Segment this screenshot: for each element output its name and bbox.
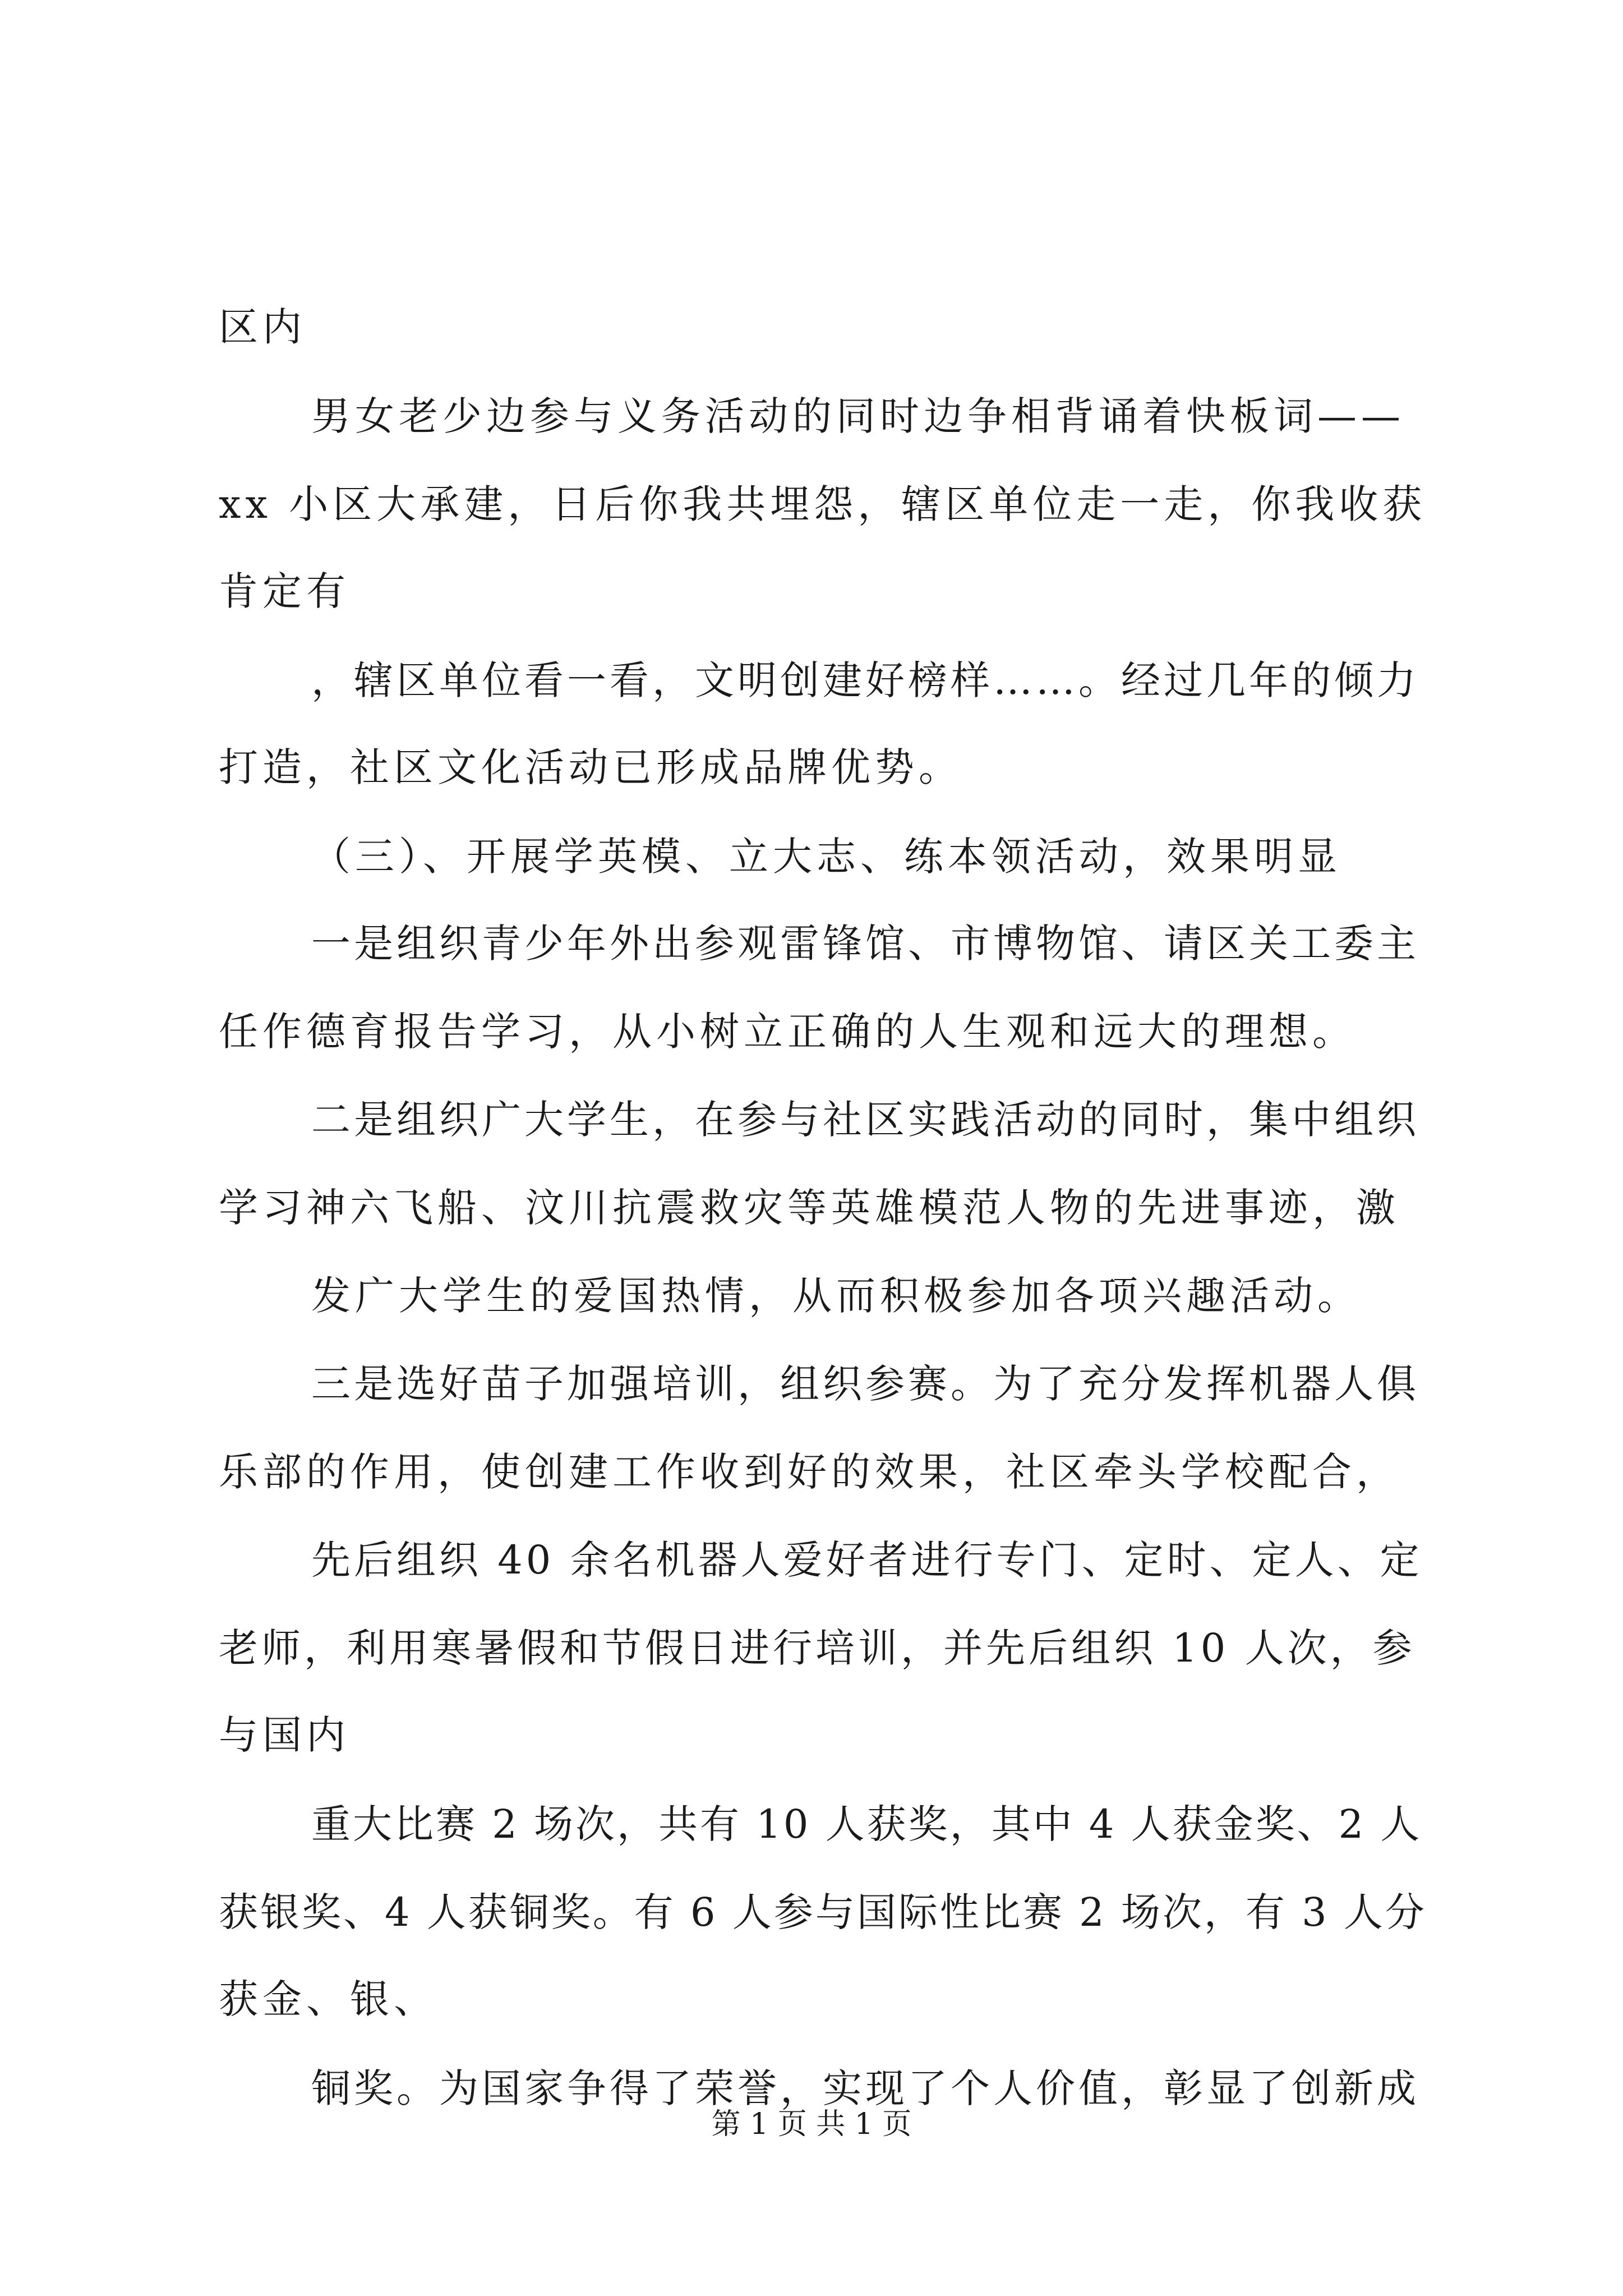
body-line-18: 重大比赛 2 场次，共有 10 人获奖，其中 4 人获金奖、2 人: [311, 1801, 1422, 1847]
body-line-20: 获金、银、: [219, 1976, 437, 2022]
section-heading: （三）、开展学英模、立大志、练本领活动，效果明显: [311, 834, 1341, 880]
body-line-12: 发广大学生的爱国热情，从而积极参加各项兴趣活动。: [311, 1273, 1361, 1319]
body-line-4: 肯定有: [219, 568, 350, 614]
body-line-21: 铜奖。为国家争得了荣誉，实现了个人价值，彰显了创新成: [311, 2065, 1419, 2111]
body-line-16: 老师，利用寒暑假和节假日进行培训，并先后组织 10 人次，参: [219, 1625, 1415, 1671]
body-line-15: 先后组织 40 余名机器人爱好者进行专门、定时、定人、定: [311, 1537, 1423, 1583]
body-line-11: 学习神六飞船、汶川抗震救灾等英雄模范人物的先进事迹，激: [219, 1185, 1400, 1231]
body-line-17: 与国内: [219, 1712, 350, 1758]
body-line-19: 获银奖、4 人获铜奖。有 6 人参与国际性比赛 2 场次，有 3 人分: [219, 1889, 1427, 1935]
body-line-13: 三是选好苗子加强培训，组织参赛。为了充分发挥机器人俱: [311, 1361, 1419, 1407]
body-line-3: xx 小区大承建，日后你我共埋怨，辖区单位走一走，你我收获: [219, 481, 1427, 527]
body-line-10: 二是组织广大学生，在参与社区实践活动的同时，集中组织: [311, 1097, 1419, 1143]
body-line-1: 区内: [219, 304, 306, 350]
body-line-2: 男女老少边参与义务活动的同时边争相背诵着快板词——: [311, 393, 1405, 439]
page-footer: 第 1 页 共 1 页: [711, 2108, 912, 2141]
body-line-8: 一是组织青少年外出参观雷锋馆、市博物馆、请区关工委主: [311, 921, 1419, 967]
body-line-9: 任作德育报告学习，从小树立正确的人生观和远大的理想。: [219, 1009, 1356, 1055]
body-line-5: ，辖区单位看一看，文明创建好榜样……。经过几年的倾力: [311, 657, 1419, 703]
body-line-14: 乐部的作用，使创建工作收到好的效果，社区牵头学校配合，: [219, 1449, 1400, 1495]
body-line-6: 打造，社区文化活动已形成品牌优势。: [219, 744, 962, 790]
